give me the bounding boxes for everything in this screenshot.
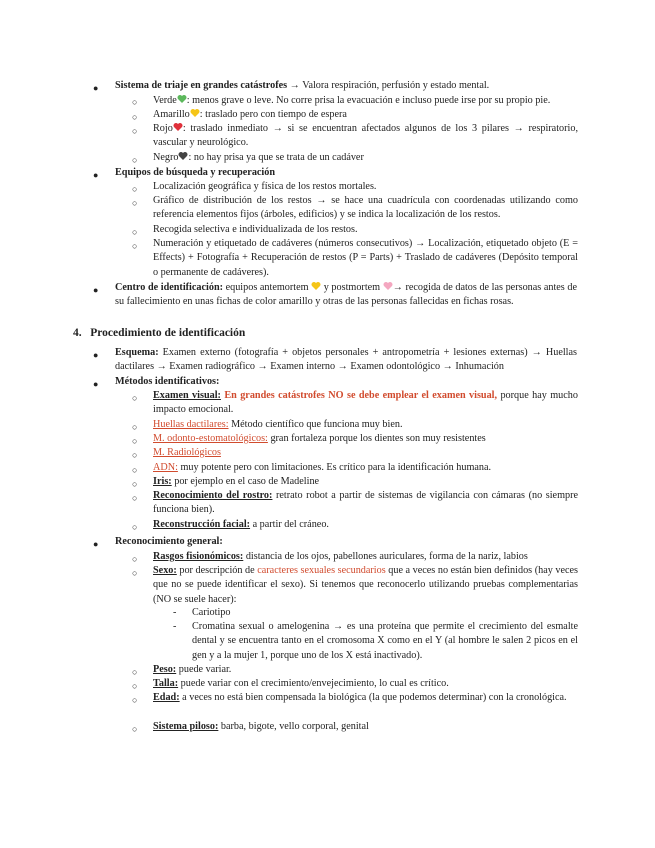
huellas-label: Huellas dactilares: — [153, 419, 229, 430]
metodos-iris — [153, 475, 578, 489]
general-rasgos — [153, 550, 578, 564]
circle-bullet: ○ — [132, 198, 138, 208]
section-title: Procedimiento de identificación — [90, 327, 246, 339]
rasgos-text: distancia de los ojos, pabellones auriculares, forma de la nariz, labios — [243, 551, 528, 562]
adn-label: ADN: — [153, 462, 178, 473]
radio-label: M. Radiológicos — [153, 447, 221, 458]
rostro-label: Reconocimiento del rostro: — [153, 490, 273, 501]
pink-heart-icon — [383, 281, 393, 291]
bullet: ● — [93, 350, 99, 360]
circle-bullet: ○ — [132, 479, 138, 489]
adn-text: muy potente pero con limitaciones. Es crítico para la identificación humana. — [177, 462, 492, 473]
section-heading — [73, 326, 245, 340]
triaje-title: Sistema de triaje en grandes catástrofes — [115, 80, 288, 91]
visual-text: porque hay mucho impacto emocional. — [153, 390, 578, 416]
circle-bullet: ○ — [132, 681, 138, 691]
circle-bullet: ○ — [132, 493, 138, 503]
bullet: ● — [93, 285, 99, 295]
circle-bullet: ○ — [132, 227, 138, 237]
circle-bullet: ○ — [132, 522, 138, 532]
centro-t1: equipos antemortem — [223, 282, 312, 293]
esquema-text: Examen externo (fotografía + objetos personales + antropometría + lesiones externas) → Huellas dactilares → Examen radiográfico → Examen interno → Examen odontológico → Inhumación — [115, 347, 577, 373]
triaje-rojo — [153, 122, 578, 151]
bullet: ● — [93, 170, 99, 180]
visual-warning: En grandes catástrofes NO se debe emplear el examen visual, — [220, 390, 498, 401]
bullet: ● — [93, 83, 99, 93]
iris-text: por ejemplo en el caso de Madeline — [171, 476, 320, 487]
sexo-cariotipo: Cariotipo — [192, 607, 231, 618]
piloso-label: Sistema piloso: — [153, 721, 219, 732]
visual-label: Examen visual: — [153, 390, 221, 401]
triaje-item — [115, 79, 577, 93]
circle-bullet: ○ — [132, 393, 138, 403]
sexo-text2: que a veces no están bien definidos (hay veces que no se puede identificar el sexo). Si tenemos que reconocerlo utilizando pruebas complementarias (NO se suele hacer): — [153, 565, 579, 605]
peso-text: puede variar. — [176, 664, 232, 675]
esquema-title: Esquema: — [115, 347, 159, 358]
section-number: 4. — [73, 327, 82, 339]
metodos-odonto — [153, 432, 578, 446]
red-heart-icon — [173, 122, 183, 132]
centro-t3: → recogida de datos de las personas antes de su fallecimiento en unas fichas de color amarillo y otras de las personas fallecidas en fichas rosas. — [115, 282, 577, 308]
triaje-amarillo — [153, 108, 578, 122]
general-talla — [153, 677, 578, 691]
metodos-huellas — [153, 418, 578, 432]
metodos-item — [115, 375, 577, 389]
circle-bullet: ○ — [132, 422, 138, 432]
equipos-i3: Recogida selectiva e individualizada de los restos. — [153, 224, 358, 235]
circle-bullet: ○ — [132, 554, 138, 564]
rasgos-label: Rasgos fisionómicos: — [153, 551, 244, 562]
centro-title: Centro de identificación: — [115, 282, 223, 293]
amarillo-text: : traslado pero con tiempo de espera — [199, 109, 347, 120]
yellow-heart-icon — [190, 108, 200, 118]
triaje-text: → Valora respiración, perfusión y estado mental. — [287, 80, 490, 91]
odonto-text: gran fortaleza porque los dientes son muy resistentes — [267, 433, 486, 444]
circle-bullet: ○ — [132, 450, 138, 460]
circle-bullet: ○ — [132, 724, 138, 734]
circle-bullet: ○ — [132, 436, 138, 446]
circle-bullet: ○ — [132, 112, 138, 122]
piloso-text: barba, bigote, vello corporal, genital — [218, 721, 369, 732]
edad-label: Edad: — [153, 692, 180, 703]
sexo-text1: por descripción de — [176, 565, 258, 576]
circle-bullet: ○ — [132, 568, 138, 578]
equipos-i2: Gráfico de distribución de los restos → se hace una cuadrícula con coordenadas utilizando como referencia elementos fijos (árboles, edificios) y se indica la localización de los restos. — [153, 195, 578, 221]
dash-bullet: - — [173, 607, 177, 618]
circle-bullet: ○ — [132, 241, 138, 251]
yellow-heart-icon — [311, 281, 321, 291]
circle-bullet: ○ — [132, 155, 138, 165]
odonto-label: M. odonto-estomatológicos: — [153, 433, 268, 444]
equipos-title: Equipos de búsqueda y recuperación — [115, 167, 276, 178]
bullet: ● — [93, 539, 99, 549]
triaje-verde — [153, 94, 578, 108]
facial-text: a partir del cráneo. — [250, 519, 329, 530]
circle-bullet: ○ — [132, 184, 138, 194]
general-peso — [153, 663, 578, 677]
sexo-highlight: caracteres sexuales secundarios — [257, 565, 386, 576]
rojo-text: : traslado inmediato → si se encuentran afectados algunos de los 3 pilares → respiratorio, vascular y neurológico. — [153, 123, 578, 149]
negro-label: Negro — [153, 152, 179, 163]
equipos-i4: Numeración y etiquetado de cadáveres (números consecutivos) → Localización, etiquetado objeto (E = Effects) + Fotografía + Recuperación de restos (P = Parts) + Traslado de cadáveres (Depósito temporal o permanente de cadáveres). — [153, 238, 578, 278]
edad-text: a veces no está bien compensada la biológica (la que podemos determinar) con la cronológica. — [179, 692, 567, 703]
talla-text: puede variar con el crecimiento/envejecimiento, lo cual es crítico. — [178, 678, 449, 689]
equipos-item — [115, 166, 577, 180]
rostro-text: retrato robot a partir de sistemas de vigilancia con cámaras (no siempre funciona bien). — [153, 490, 579, 516]
triaje-negro — [153, 151, 578, 165]
circle-bullet: ○ — [132, 465, 138, 475]
rojo-label: Rojo — [153, 123, 173, 134]
centro-item — [115, 281, 577, 310]
circle-bullet: ○ — [132, 667, 138, 677]
talla-label: Talla: — [153, 678, 179, 689]
general-item — [115, 535, 577, 549]
verde-label: Verde — [153, 95, 177, 106]
general-piloso — [153, 720, 578, 734]
green-heart-icon — [177, 94, 187, 104]
amarillo-label: Amarillo — [153, 109, 190, 120]
sexo-label: Sexo: — [153, 565, 177, 576]
circle-bullet: ○ — [132, 126, 138, 136]
esquema-item — [115, 346, 577, 375]
metodos-visual — [153, 389, 578, 418]
iris-label: Iris: — [153, 476, 172, 487]
huellas-text: Método científico que funciona muy bien. — [228, 419, 403, 430]
bullet: ● — [93, 379, 99, 389]
equipos-i1: Localización geográfica y física de los restos mortales. — [153, 181, 377, 192]
negro-text: : no hay prisa ya que se trata de un cadáver — [188, 152, 364, 163]
facial-label: Reconstrucción facial: — [153, 519, 251, 530]
general-sexo — [153, 564, 578, 607]
metodos-title: Métodos identificativos: — [115, 376, 220, 387]
circle-bullet: ○ — [132, 97, 138, 107]
dash-bullet: - — [173, 621, 177, 632]
peso-label: Peso: — [153, 664, 177, 675]
verde-text: : menos grave o leve. No corre prisa la evacuación e incluso puede irse por su propio pie. — [186, 95, 551, 106]
metodos-radio — [153, 446, 578, 460]
metodos-adn — [153, 461, 578, 475]
black-heart-icon — [178, 151, 188, 161]
metodos-rostro — [153, 489, 578, 518]
circle-bullet: ○ — [132, 695, 138, 705]
general-edad — [153, 691, 578, 705]
metodos-facial — [153, 518, 578, 532]
sexo-cromatina: Cromatina sexual o amelogenina → es una proteína que permite el crecimiento del esmalte dental y se encuentra tanto en el cromosoma X como en el Y (al hombre le salen 2 picos en el gen y a la mujer 1, porque uno de los X está inactivado). — [192, 621, 578, 661]
general-title: Reconocimiento general: — [115, 536, 223, 547]
centro-t2: y postmortem — [321, 282, 383, 293]
